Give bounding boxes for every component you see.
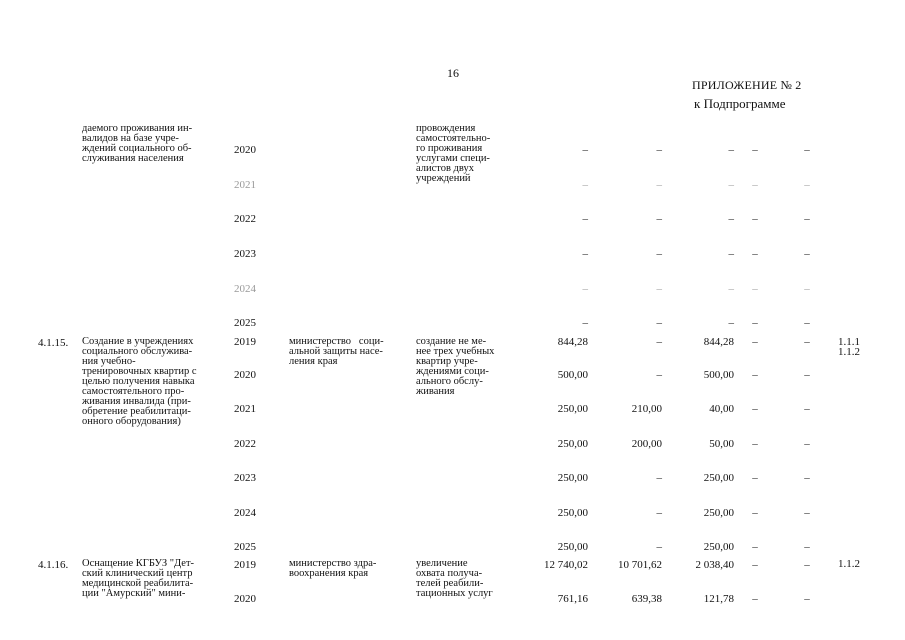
regional-cell: 121,78: [703, 593, 734, 605]
local-cell: –: [752, 472, 758, 484]
local-cell: –: [752, 317, 758, 329]
regional-cell: 2 038,40: [695, 559, 734, 571]
year-cell: 2022: [234, 213, 256, 225]
other-cell: –: [804, 179, 810, 191]
federal-cell: –: [656, 472, 662, 484]
local-cell: –: [752, 541, 758, 553]
local-cell: –: [752, 144, 758, 156]
local-cell: –: [752, 507, 758, 519]
local-cell: –: [752, 593, 758, 605]
year-cell: 2019: [234, 559, 256, 571]
federal-cell: 200,00: [631, 438, 662, 450]
local-cell: –: [752, 283, 758, 295]
other-cell: –: [804, 213, 810, 225]
local-cell: –: [752, 559, 758, 571]
total-cell: 12 740,02: [544, 559, 588, 571]
federal-cell: –: [656, 144, 662, 156]
regional-cell: 250,00: [703, 507, 734, 519]
local-cell: –: [752, 336, 758, 348]
total-cell: –: [582, 283, 588, 295]
measure-executor: министерство соци- альной защиты насе- ления края: [289, 336, 384, 367]
other-cell: –: [804, 317, 810, 329]
regional-cell: 250,00: [703, 541, 734, 553]
local-cell: –: [752, 248, 758, 260]
total-cell: 250,00: [557, 472, 588, 484]
total-cell: 250,00: [557, 403, 588, 415]
measure-number: 4.1.16.: [38, 559, 69, 571]
measure-executor: министерство здра- воохранения края: [289, 558, 377, 579]
regional-cell: –: [728, 213, 734, 225]
federal-cell: –: [656, 369, 662, 381]
measure-result-cont: провождения самостоятельно- го проживания услугами специ- алистов двух учреждений: [416, 123, 491, 184]
total-cell: 250,00: [557, 541, 588, 553]
local-cell: –: [752, 369, 758, 381]
federal-cell: –: [656, 283, 662, 295]
total-cell: 250,00: [557, 507, 588, 519]
measure-name: Оснащение КГБУЗ "Дет- ский клинический центр медицинской реабилита- ции "Амурский" мини-: [82, 558, 195, 599]
year-cell: 2023: [234, 472, 256, 484]
regional-cell: –: [728, 283, 734, 295]
federal-cell: –: [656, 317, 662, 329]
regional-cell: 250,00: [703, 472, 734, 484]
year-cell: 2023: [234, 248, 256, 260]
total-cell: –: [582, 144, 588, 156]
other-cell: –: [804, 403, 810, 415]
regional-cell: 50,00: [709, 438, 734, 450]
total-cell: 844,28: [557, 336, 588, 348]
year-cell: 2022: [234, 438, 256, 450]
measure-result: создание не ме- нее трех учебных квартир учре- ждениями соци- ального обслу- живания: [416, 336, 495, 397]
other-cell: –: [804, 438, 810, 450]
total-cell: 761,16: [557, 593, 588, 605]
federal-cell: –: [656, 179, 662, 191]
indicator-codes: 1.1.2: [838, 558, 860, 570]
federal-cell: 10 701,62: [618, 559, 662, 571]
total-cell: –: [582, 213, 588, 225]
other-cell: –: [804, 283, 810, 295]
local-cell: –: [752, 438, 758, 450]
year-cell: 2024: [234, 283, 256, 295]
other-cell: –: [804, 472, 810, 484]
appendix-subtitle: к Подпрограмме: [694, 96, 786, 111]
regional-cell: 844,28: [703, 336, 734, 348]
page-number: 16: [447, 66, 459, 80]
regional-cell: –: [728, 144, 734, 156]
year-cell: 2025: [234, 317, 256, 329]
federal-cell: 210,00: [631, 403, 662, 415]
other-cell: –: [804, 559, 810, 571]
regional-cell: 40,00: [709, 403, 734, 415]
total-cell: 250,00: [557, 438, 588, 450]
federal-cell: –: [656, 336, 662, 348]
total-cell: –: [582, 248, 588, 260]
other-cell: –: [804, 369, 810, 381]
year-cell: 2019: [234, 336, 256, 348]
other-cell: –: [804, 144, 810, 156]
year-cell: 2024: [234, 507, 256, 519]
other-cell: –: [804, 248, 810, 260]
regional-cell: 500,00: [703, 369, 734, 381]
year-cell: 2021: [234, 403, 256, 415]
year-cell: 2021: [234, 179, 256, 191]
other-cell: –: [804, 336, 810, 348]
measure-result: увеличение охвата получа- телей реабили- тационных услуг: [416, 558, 493, 599]
local-cell: –: [752, 403, 758, 415]
federal-cell: –: [656, 541, 662, 553]
federal-cell: –: [656, 213, 662, 225]
regional-cell: –: [728, 179, 734, 191]
indicator-codes: 1.1.1 1.1.2: [838, 336, 860, 358]
measure-number: 4.1.15.: [38, 337, 69, 349]
appendix-title: ПРИЛОЖЕНИЕ № 2: [692, 78, 802, 92]
total-cell: –: [582, 179, 588, 191]
federal-cell: –: [656, 248, 662, 260]
other-cell: –: [804, 541, 810, 553]
federal-cell: –: [656, 507, 662, 519]
regional-cell: –: [728, 317, 734, 329]
total-cell: –: [582, 317, 588, 329]
federal-cell: 639,38: [631, 593, 662, 605]
local-cell: –: [752, 179, 758, 191]
measure-name-cont: даемого проживания ин- валидов на базе учре- ждений социального об- служивания населения: [82, 123, 193, 164]
year-cell: 2020: [234, 144, 256, 156]
other-cell: –: [804, 507, 810, 519]
year-cell: 2020: [234, 369, 256, 381]
other-cell: –: [804, 593, 810, 605]
local-cell: –: [752, 213, 758, 225]
regional-cell: –: [728, 248, 734, 260]
year-cell: 2025: [234, 541, 256, 553]
measure-name: Создание в учреждениях социального обслужива- ния учебно- тренировочных квартир с целью получения навыка самостоятельного про- живания инвалида (при- обретение реабилитаци- онного оборудования): [82, 336, 197, 427]
year-cell: 2020: [234, 593, 256, 605]
total-cell: 500,00: [557, 369, 588, 381]
